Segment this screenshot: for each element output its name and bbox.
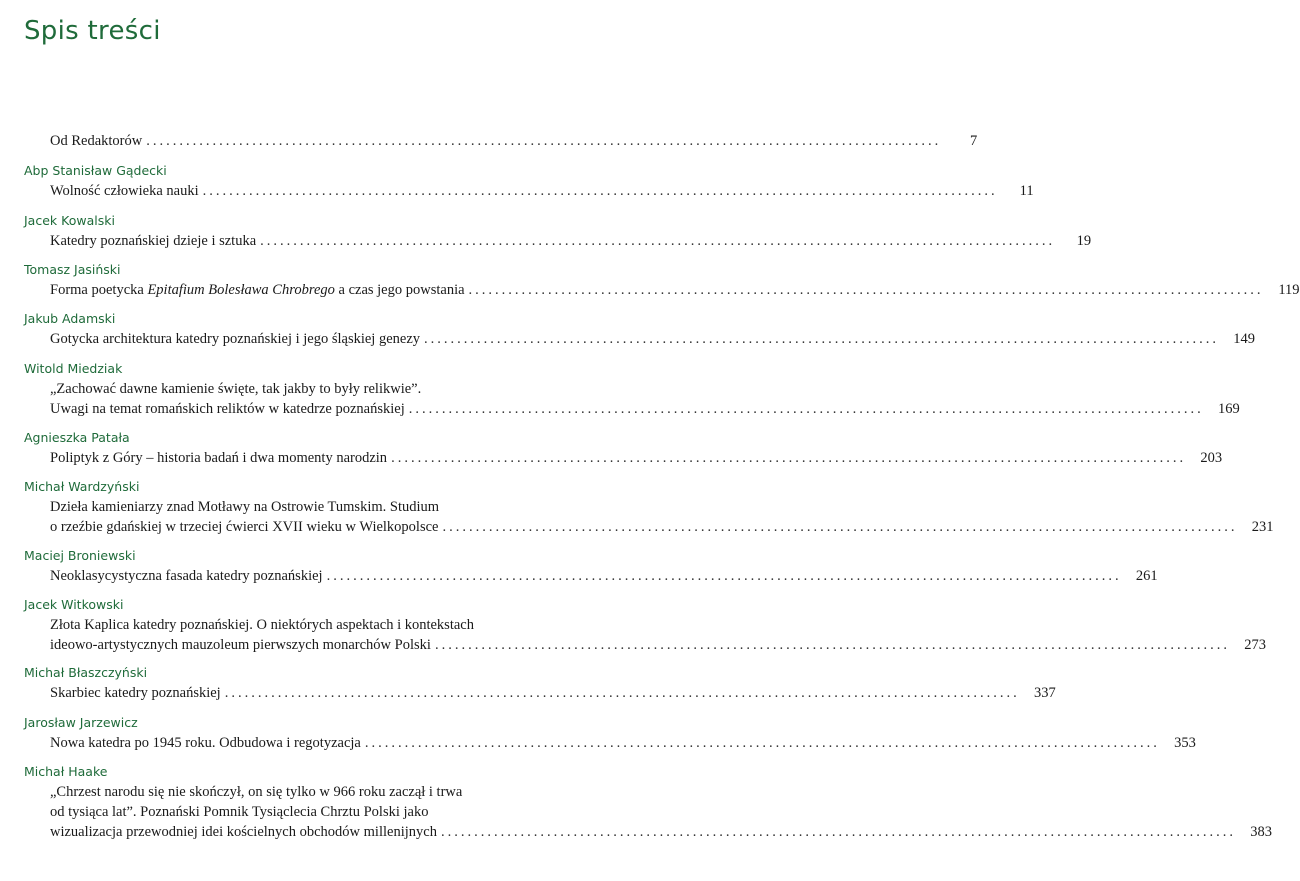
author-name: Tomasz Jasiński — [24, 262, 121, 277]
leader-dots: ........................................................................................................................ — [391, 450, 1187, 466]
title-text: a czas jego powstania — [334, 282, 465, 298]
page-number: 383 — [1250, 824, 1272, 840]
author-name: Jacek Witkowski — [24, 597, 124, 612]
title-text: wizualizacja przewodniej idei kościelnych obchodów millenijnych — [50, 824, 437, 840]
page-number: 119 — [1278, 282, 1300, 298]
toc-entry-title[interactable] — [50, 329, 1256, 349]
page-number: 337 — [1033, 685, 1056, 701]
page-number: 231 — [1251, 519, 1274, 535]
author-name: Michał Haake — [24, 764, 108, 779]
author-name: Michał Wardzyński — [24, 479, 140, 494]
title-text: Złota Kaplica katedry poznańskiej. O niektórych aspektach i kontekstach — [50, 617, 474, 633]
toc-entry-title[interactable] — [50, 733, 1196, 753]
title-text: Wolność człowieka nauki — [50, 183, 199, 199]
title-text: Nowa katedra po 1945 roku. Odbudowa i regotyzacja — [50, 735, 361, 751]
toc-entry-title[interactable] — [50, 566, 1158, 586]
title-text: „Chrzest narodu się nie skończył, on się tylko w 966 roku zaczął i trwa — [50, 784, 463, 800]
title-text: Forma poetycka — [50, 282, 148, 298]
toc-entry-title[interactable] — [50, 517, 1274, 537]
title-text: Dzieła kamieniarzy znad Motławy na Ostrowie Tumskim. Studium — [50, 499, 440, 515]
leader-dots: ........................................................................................................................ — [260, 233, 1056, 249]
toc-entry-title[interactable] — [50, 822, 1272, 842]
leader-dots: ........................................................................................................................ — [364, 735, 1160, 751]
page-title: Spis treści — [24, 16, 161, 46]
author-name: Witold Miedziak — [24, 361, 123, 376]
author-name: Agnieszka Patała — [24, 430, 130, 445]
page-number: 273 — [1244, 637, 1266, 653]
toc-entry-title-line[interactable] — [50, 497, 580, 517]
page-number: 203 — [1200, 450, 1223, 466]
toc-entry-title-line[interactable] — [50, 782, 580, 802]
toc-entry-title-line[interactable] — [50, 615, 580, 635]
author-name: Michał Błaszczyński — [24, 665, 148, 680]
author-name: Jarosław Jarzewicz — [24, 715, 138, 730]
page-number: 261 — [1135, 568, 1158, 584]
author-name: Jacek Kowalski — [24, 213, 115, 228]
toc-entry-title[interactable] — [50, 683, 1056, 703]
title-text: od tysiąca lat”. Poznański Pomnik Tysiąclecia Chrztu Polski jako — [50, 804, 429, 820]
toc-entry-title[interactable] — [50, 399, 1240, 419]
toc-entry-title[interactable] — [50, 131, 978, 151]
title-text: Uwagi na temat romańskich reliktów w katedrze poznańskiej — [50, 401, 405, 417]
leader-dots: ........................................................................................................................ — [146, 133, 942, 149]
title-text: Neoklasycystyczna fasada katedry poznańskiej — [50, 568, 323, 584]
author-name: Jakub Adamski — [24, 311, 116, 326]
toc-entry-title[interactable] — [50, 231, 1092, 251]
title-text: Skarbiec katedry poznańskiej — [50, 685, 221, 701]
toc-entry-title[interactable] — [50, 181, 1034, 201]
title-text: Katedry poznańskiej dzieje i sztuka — [50, 233, 257, 249]
toc-entry-title[interactable] — [50, 635, 1266, 655]
toc-entry-title[interactable] — [50, 448, 1223, 468]
page-number: 353 — [1174, 735, 1196, 751]
leader-dots: ........................................................................................................................ — [434, 637, 1230, 653]
toc-entry-title-line[interactable] — [50, 379, 580, 399]
title-text: o rzeźbie gdańskiej w trzeciej ćwierci XVII wieku w Wielkopolsce — [50, 519, 439, 535]
author-name: Abp Stanisław Gądecki — [24, 163, 167, 178]
page-number: 7 — [969, 133, 978, 149]
leader-dots: ........................................................................................................................ — [442, 519, 1238, 535]
leader-dots: ........................................................................................................................ — [440, 824, 1236, 840]
leader-dots: ........................................................................................................................ — [424, 331, 1220, 347]
title-text: ideowo-artystycznych mauzoleum pierwszych monarchów Polski — [50, 637, 431, 653]
leader-dots: ........................................................................................................................ — [224, 685, 1020, 701]
leader-dots: ........................................................................................................................ — [408, 401, 1204, 417]
toc-entry-title[interactable] — [50, 280, 1300, 300]
title-text: „Zachować dawne kamienie święte, tak jakby to były relikwie”. — [50, 381, 422, 397]
page-number: 169 — [1217, 401, 1240, 417]
toc-entry-title-line[interactable] — [50, 802, 580, 822]
title-italic-text: Epitafium Bolesława Chrobrego — [147, 282, 335, 298]
page-number: 11 — [1019, 183, 1034, 199]
title-text: Poliptyk z Góry – historia badań i dwa momenty narodzin — [50, 450, 388, 466]
page-number: 149 — [1233, 331, 1256, 347]
author-name: Maciej Broniewski — [24, 548, 136, 563]
leader-dots: ........................................................................................................................ — [468, 282, 1264, 298]
title-text: Gotycka architektura katedry poznańskiej i jego śląskiej genezy — [50, 331, 421, 347]
page-number: 19 — [1076, 233, 1092, 249]
leader-dots: ........................................................................................................................ — [326, 568, 1122, 584]
title-text: Od Redaktorów — [50, 133, 143, 149]
leader-dots: ........................................................................................................................ — [202, 183, 998, 199]
